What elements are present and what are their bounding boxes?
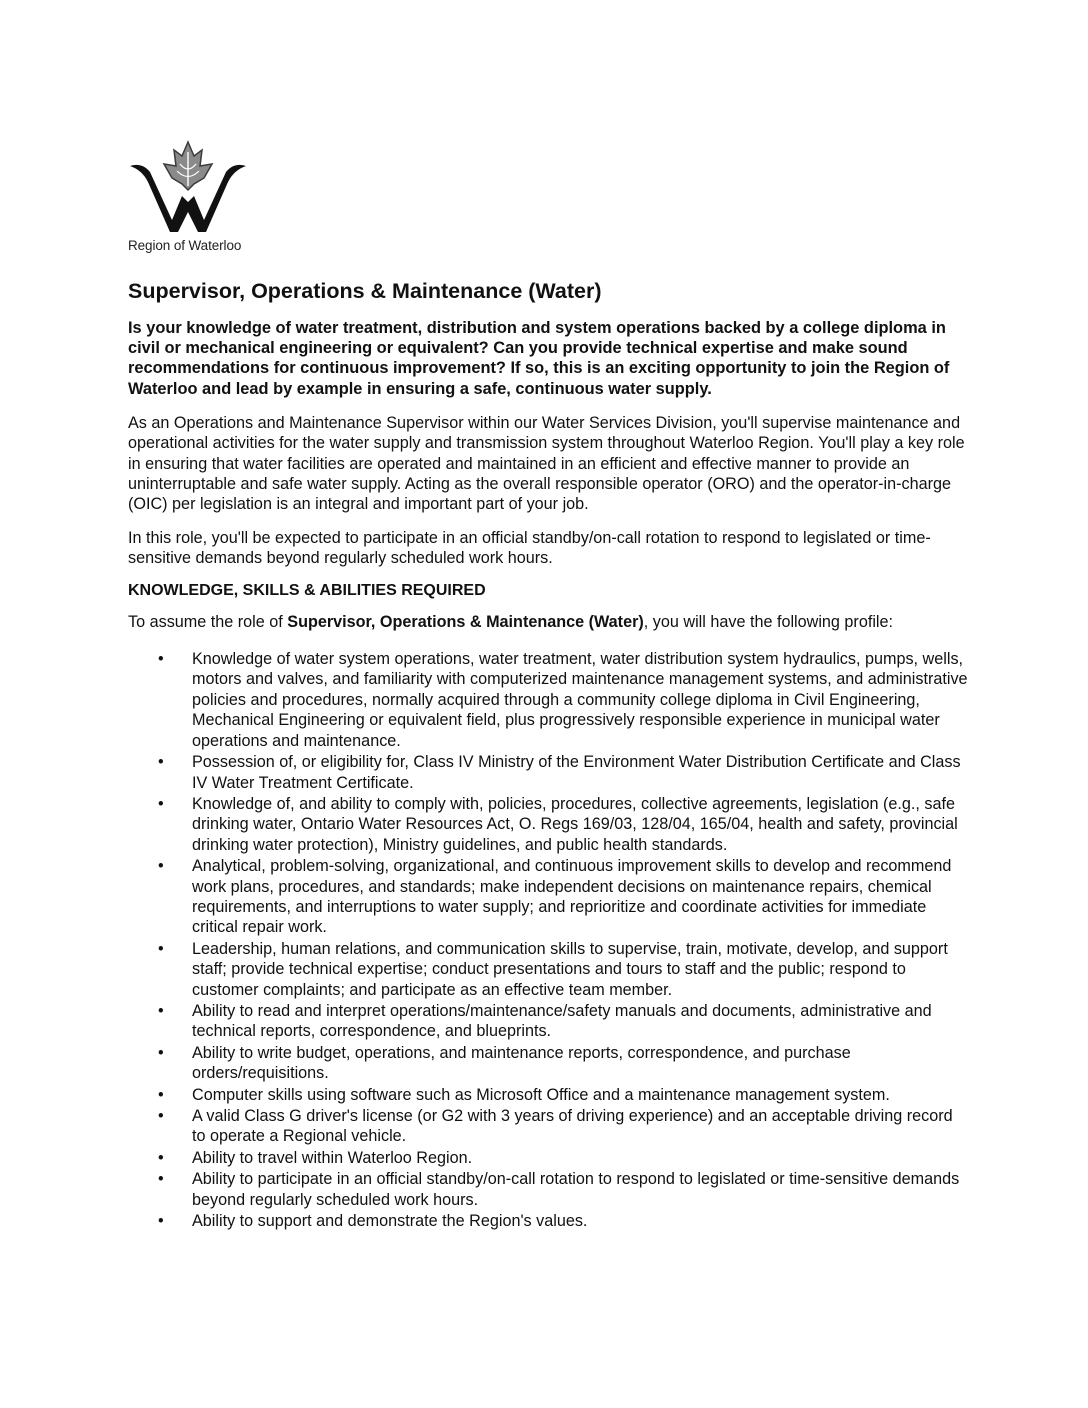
list-item: [128, 752, 968, 793]
list-item: [128, 1085, 968, 1105]
requirement-text: A valid Class G driver's license (or G2 with 3 years of driving experience) and an acceptable driving record to operate a Regional vehicle.: [192, 1107, 953, 1146]
requirement-text: Ability to participate in an official standby/on-call rotation to respond to legislated or time-sensitive demands beyond regularly scheduled work hours.: [192, 1170, 960, 1209]
list-item: [128, 1106, 968, 1147]
bullet-icon: •: [158, 1085, 164, 1104]
profile-intro-role: Supervisor, Operations & Maintenance (Water): [287, 612, 644, 631]
list-item: [128, 649, 968, 751]
requirement-text: Ability to write budget, operations, and maintenance reports, correspondence, and purchase orders/requisitions.: [192, 1043, 851, 1083]
intro-paragraph: Is your knowledge of water treatment, distribution and system operations backed by a college diploma in civil or mechanical engineering or equivalent? Can you provide technical expertise and make sound recommendations for continuous improvement? If so, this is an exciting opportunity to join the Region of Waterloo and lead by example in ensuring a safe, continuous water supply.: [128, 319, 950, 398]
bullet-icon: •: [158, 650, 164, 669]
profile-intro-after: , you will have the following profile:: [643, 612, 894, 631]
bullet-icon: •: [158, 1212, 164, 1231]
section-heading: KNOWLEDGE, SKILLS & ABILITIES REQUIRED: [128, 581, 486, 599]
bullet-icon: •: [158, 857, 164, 876]
bullet-icon: •: [158, 1001, 164, 1020]
requirements-list: [128, 649, 968, 1231]
region-of-waterloo-logo-icon: [128, 138, 248, 236]
profile-intro: [128, 612, 968, 632]
requirement-text: Analytical, problem-solving, organizational, and continuous improvement skills to develop and recommend work plans, procedures, and standards; make independent decisions on maintenance repairs, chemical requirements, and interruptions to water supply; and reprioritize and coordinate activities for immediate critical repair work.: [192, 857, 952, 937]
page-title: Supervisor, Operations & Maintenance (Water): [128, 279, 602, 303]
bullet-icon: •: [158, 1107, 164, 1125]
profile-intro-before: To assume the role of: [128, 612, 288, 631]
logo-block: [128, 138, 968, 253]
bullet-icon: •: [158, 1148, 164, 1167]
requirement-text: Knowledge of water system operations, water treatment, water distribution system hydraulics, pumps, wells, motors and valves, and familiarity with computerized maintenance management systems, and administrative policies and procedures, normally acquired through a community college diploma in Civil Engineering, Mechanical Engineering or equivalent field, plus progressively responsible experience in municipal water operations and maintenance.: [192, 650, 968, 750]
list-item: [128, 1001, 968, 1042]
requirement-text: Knowledge of, and ability to comply with, policies, procedures, collective agreements, legislation (e.g., safe drinking water, Ontario Water Resources Act, O. Regs 169/03, 128/04, 165/04, health and safety, provincial drinking water protection), Ministry guidelines, and public health standards.: [192, 794, 958, 854]
bullet-icon: •: [158, 1043, 164, 1062]
bullet-icon: •: [158, 1170, 164, 1189]
list-item: [128, 1169, 968, 1210]
list-item: [128, 1148, 968, 1168]
requirement-text: Ability to travel within Waterloo Region.: [192, 1148, 473, 1167]
description-paragraph: As an Operations and Maintenance Supervisor within our Water Services Division, you'll supervise maintenance and operational activities for the water supply and transmission system throughout Waterloo Region. You'll play a key role in ensuring that water facilities are operated and maintained in an efficient and effective manner to provide an uninterruptable and safe water supply. Acting as the overall responsible operator (ORO) and the operator-in-charge (OIC) per legislation is an integral and important part of your job.: [128, 413, 965, 514]
requirement-text: Ability to read and interpret operations/maintenance/safety manuals and documents, administrative and technical reports, correspondence, and blueprints.: [192, 1001, 932, 1041]
list-item: [128, 856, 968, 938]
list-item: [128, 939, 968, 1000]
list-item: [128, 794, 968, 855]
requirement-text: Ability to support and demonstrate the Region's values.: [192, 1212, 588, 1231]
list-item: [128, 1043, 968, 1084]
bullet-icon: •: [158, 753, 164, 772]
requirement-text: Leadership, human relations, and communication skills to supervise, train, motivate, develop, and support staff; provide technical expertise; conduct presentations and tours to staff and the public; respond to customer complaints; and participate as an effective team member.: [192, 939, 948, 999]
standby-paragraph: In this role, you'll be expected to participate in an official standby/on-call rotation to respond to legislated or time-sensitive demands beyond regularly scheduled work hours.: [128, 528, 931, 568]
org-name: Region of Waterloo: [128, 238, 242, 253]
requirement-text: Computer skills using software such as Microsoft Office and a maintenance management system.: [192, 1085, 890, 1104]
bullet-icon: •: [158, 939, 164, 958]
bullet-icon: •: [158, 794, 164, 813]
requirement-text: Possession of, or eligibility for, Class IV Ministry of the Environment Water Distribution Certificate and Class IV Water Treatment Certificate.: [192, 753, 961, 792]
list-item: [128, 1211, 968, 1231]
job-posting-page: [128, 138, 968, 1232]
